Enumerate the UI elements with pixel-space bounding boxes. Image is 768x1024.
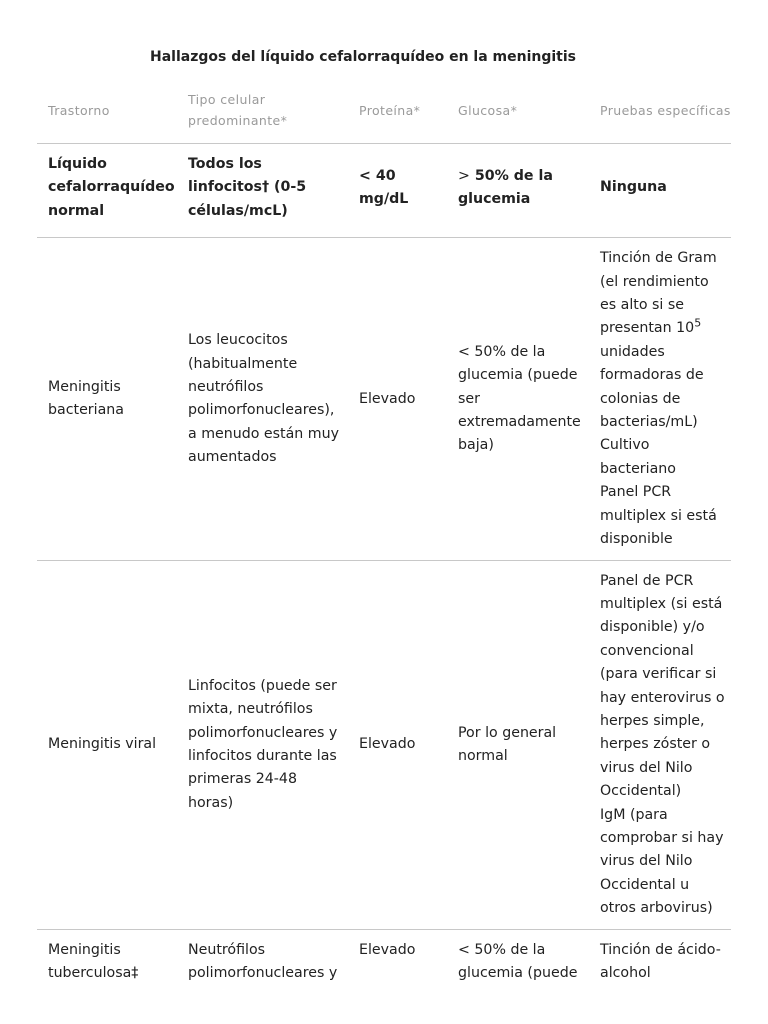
header-tipo-celular: Tipo celular predominante* [177, 86, 348, 144]
pruebas-item: IgM (para comprobar si hay virus del Nilo Occidental u otros arbovirus) [600, 806, 724, 917]
pruebas-item: Panel de PCR multiplex (si está disponible) y/o convencional (para verificar si hay enterovirus o herpes simple, herpes zóster o virus del Nilo Occidental) [600, 572, 725, 800]
gram-exponent: 5 [694, 316, 702, 330]
cell-tipo-celular: Linfocitos (puede ser mixta, neutrófilos polimorfonucleares y linfocitos durante las primeras 24-48 horas) [177, 560, 348, 929]
cell-tipo-celular: Neutrófilos polimorfonucleares y [188, 941, 338, 981]
table-title: Hallazgos del líquido cefalorraquídeo en la meningitis [150, 49, 577, 65]
header-pruebas: Pruebas específicas [589, 86, 731, 144]
pruebas-item: Panel PCR multiplex si está disponible [600, 484, 717, 548]
header-glucosa: Glucosa* [447, 86, 589, 144]
cell-tipo-celular: Todos los linfocitos† (0-5 células/mcL) [177, 144, 348, 238]
table-body [37, 144, 731, 994]
cell-glucosa: < 50% de la glucemia (puede ser extremadamente baja) [447, 238, 589, 560]
cell-glucosa [447, 144, 589, 238]
cell-proteina: Elevado [348, 238, 447, 560]
table-row [37, 929, 731, 993]
cell-trastorno: Meningitis bacteriana [37, 238, 177, 560]
cell-proteina: < 40 mg/dL [348, 144, 447, 238]
cell-pruebas [589, 929, 731, 993]
cell-proteina: Elevado [348, 560, 447, 929]
csf-findings-table [37, 86, 731, 993]
cell-proteina: Elevado [359, 941, 416, 958]
cell-pruebas [589, 238, 731, 560]
glucosa-prefix: > [458, 167, 470, 184]
glucosa-value: 50% de la glucemia [458, 167, 553, 208]
cell-trastorno: Líquido cefalorraquídeo normal [37, 144, 177, 238]
cell-pruebas [589, 144, 731, 238]
cell-trastorno: Meningitis viral [37, 560, 177, 929]
cell-pruebas [589, 560, 731, 929]
pruebas-item: Tinción de ácido-alcohol [600, 941, 721, 981]
cell-glucosa: Por lo general normal [447, 560, 589, 929]
cell-glucosa: < 50% de la glucemia (puede [458, 941, 578, 981]
pruebas-item: Ninguna [600, 179, 667, 196]
pruebas-item [600, 247, 727, 434]
header-proteina: Proteína* [348, 86, 447, 144]
cell-trastorno: Meningitis tuberculosa‡ [48, 941, 139, 981]
cell-tipo-celular: Los leucocitos (habitualmente neutrófilos polimorfonucleares), a menudo están muy aumentados [177, 238, 348, 560]
gram-text-end: unidades formadoras de colonias de bacterias/mL) [600, 343, 704, 431]
table-header [37, 86, 731, 144]
header-trastorno: Trastorno [37, 86, 177, 144]
table-row [37, 144, 731, 238]
header-row [37, 86, 731, 144]
table-row [37, 238, 731, 560]
gram-text: Tinción de Gram (el rendimiento es alto si se presentan 10 [600, 250, 717, 337]
pruebas-item: Cultivo bacteriano [600, 437, 676, 477]
table-row [37, 560, 731, 929]
